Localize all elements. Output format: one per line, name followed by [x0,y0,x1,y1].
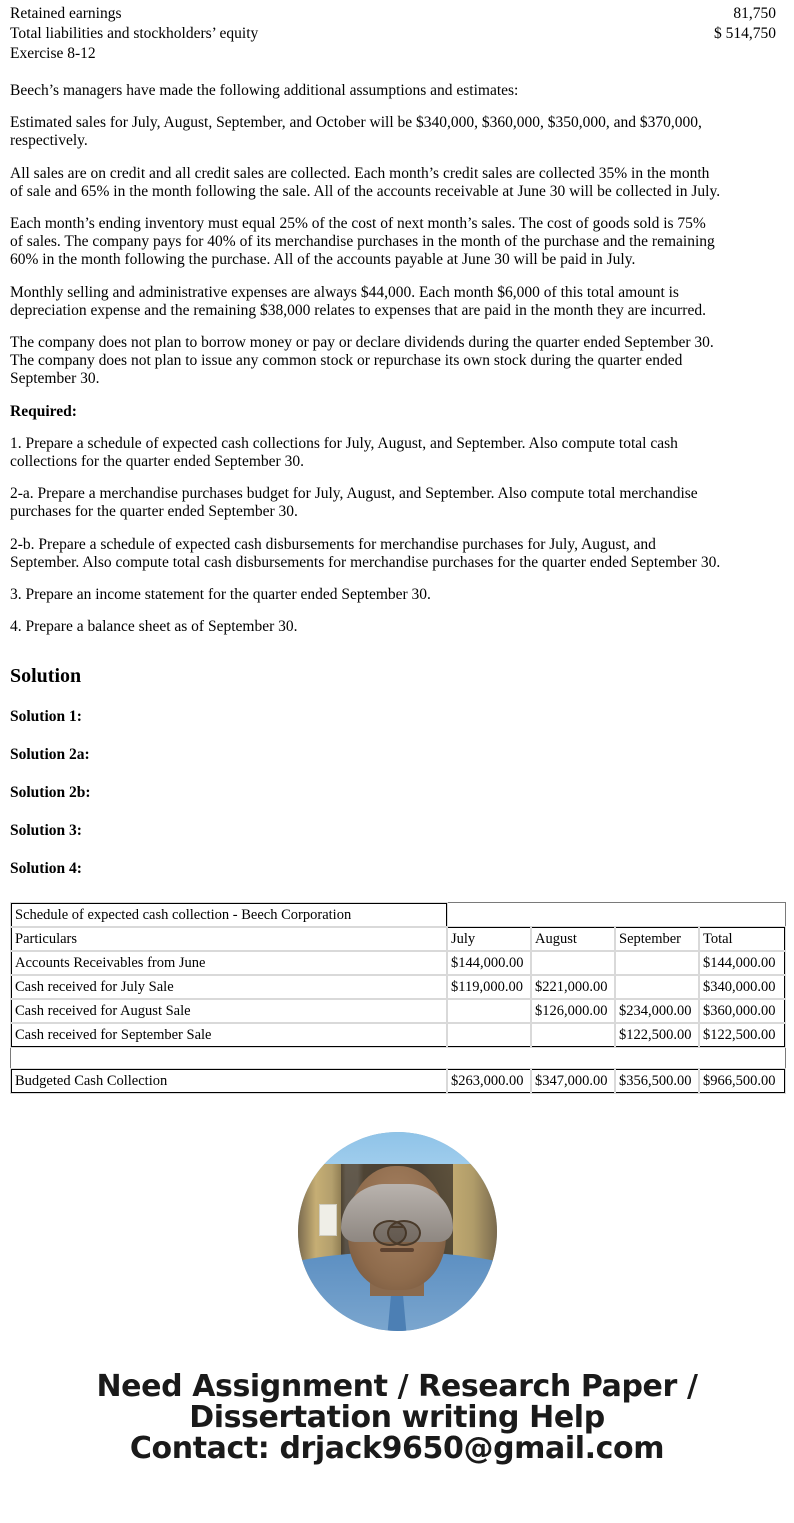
row-label: Cash received for July Sale [11,975,447,999]
row-label: Accounts Receivables from June [11,951,447,975]
photo-mouth [380,1248,414,1252]
photo-background-switch [319,1204,337,1236]
photo-eyeglass-bridge [390,1226,404,1229]
cell-september: $122,500.00 [615,1023,699,1047]
table-title-row [11,903,785,927]
cell-july [447,1023,531,1047]
cell-july [447,999,531,1023]
paragraph: Monthly selling and administrative expenses are always $44,000. Each month $6,000 of this total amount is depreciation expense and the remaining $38,000 relates to expenses that are paid in the month they are incurred. [10,283,706,319]
column-header-july: July [447,927,531,951]
balance-sheet-tail [0,0,794,44]
problem-statement [0,82,794,636]
paragraph: Estimated sales for July, August, September, and October will be $340,000, $360,000, $350,000, and $370,000, respectively. [10,114,702,150]
empty-cell [531,903,615,927]
requirement-item: 4. Prepare a balance sheet as of September 30. [10,618,298,636]
cell-total: $360,000.00 [699,999,785,1023]
table-row [11,999,785,1023]
empty-cell [615,903,699,927]
column-header-august: August [531,927,615,951]
exercise-heading: Exercise 8-12 [10,45,96,62]
cell-total: $340,000.00 [699,975,785,999]
requirement-item: 1. Prepare a schedule of expected cash collections for July, August, and September. Also compute total cash collections for the quarter ended September 30. [10,434,678,471]
cell-august: $221,000.00 [531,975,615,999]
total-row-label: Budgeted Cash Collection [11,1069,447,1093]
ledger-amount: $ 514,750 [714,25,776,42]
promo-line-2: Contact: drjack9650@gmail.com [129,1431,665,1467]
solution-section [0,664,794,878]
solution-subheading-2a: Solution 2a: [10,746,90,764]
cell-total: $122,500.00 [699,1023,785,1047]
double-rule [11,1047,785,1069]
total-cell-july: $263,000.00 [447,1069,531,1093]
cell-august [531,951,615,975]
total-cell-total: $966,500.00 [699,1069,785,1093]
table-title-cell: Schedule of expected cash collection - Beech Corporation [11,903,447,927]
ledger-label: Retained earnings [10,5,122,22]
row-label: Cash received for September Sale [11,1023,447,1047]
solution-subheading-2b: Solution 2b: [10,784,91,802]
cell-september [615,975,699,999]
cell-september [615,951,699,975]
avatar [298,1132,497,1331]
avatar-area [0,1094,794,1331]
paragraph: All sales are on credit and all credit sales are collected. Each month’s credit sales are collected 35% in the month of sale and 65% in the month following the sale. All of the accounts receivable at June 30 will be collected in July. [10,164,721,200]
table-row [11,951,785,975]
column-header-total: Total [699,927,785,951]
cell-july: $144,000.00 [447,951,531,975]
promo-line-1: Need Assignment / Research Paper / Dissertation writing Help [96,1369,698,1436]
empty-cell [699,903,785,927]
photo-eyeglass-right [387,1220,421,1246]
column-header-september: September [615,927,699,951]
paragraph: Beech’s managers have made the following additional assumptions and estimates: [10,82,519,99]
cell-july: $119,000.00 [447,975,531,999]
table-total-row [11,1069,785,1093]
required-label: Required: [10,402,77,420]
solution-subheading-4: Solution 4: [10,860,82,878]
ledger-row [10,24,776,44]
schedule-table-container [0,878,794,1094]
solution-subheading-3: Solution 3: [10,822,82,840]
cell-total: $144,000.00 [699,951,785,975]
paragraph: The company does not plan to borrow money or pay or declare dividends during the quarter ended September 30. The company does not plan to issue any common stock or repurchase its own stock during the quarter ended September 30. [10,334,714,388]
ledger-amount: 81,750 [733,5,776,22]
requirement-item: 2-a. Prepare a merchandise purchases budget for July, August, and September. Also compute total merchandise purchases for the quarter ended September 30. [10,485,698,521]
cell-august [531,1023,615,1047]
requirement-item: 2-b. Prepare a schedule of expected cash disbursements for merchandise purchases for July, August, and September. Also compute total cash disbursements for merchandise purchases for the quarter ended September 30. [10,535,721,571]
table-row [11,975,785,999]
table-rule-row [11,1047,785,1069]
requirement-item: 3. Prepare an income statement for the quarter ended September 30. [10,586,431,604]
cell-september: $234,000.00 [615,999,699,1023]
total-cell-september: $356,500.00 [615,1069,699,1093]
cell-august: $126,000.00 [531,999,615,1023]
paragraph: Each month’s ending inventory must equal 25% of the cost of next month’s sales. The cost of goods sold is 75% of sales. The company pays for 40% of its merchandise purchases in the month of the purchase and the remaining 60% in the month following the purchase. All of the accounts payable at June 30 will be paid in July. [10,215,715,269]
cash-collection-schedule-table [10,902,786,1094]
table-row [11,1023,785,1047]
ledger-row [10,4,776,24]
total-cell-august: $347,000.00 [531,1069,615,1093]
photo-face [348,1166,446,1290]
solution-heading: Solution [10,665,82,688]
row-label: Cash received for August Sale [11,999,447,1023]
table-header-row [11,927,785,951]
empty-cell [447,903,531,927]
solution-subheading-1: Solution 1: [10,708,82,726]
ledger-label: Total liabilities and stockholders’ equity [10,25,259,42]
column-header-particulars: Particulars [11,927,447,951]
promo-footer [0,1331,794,1474]
